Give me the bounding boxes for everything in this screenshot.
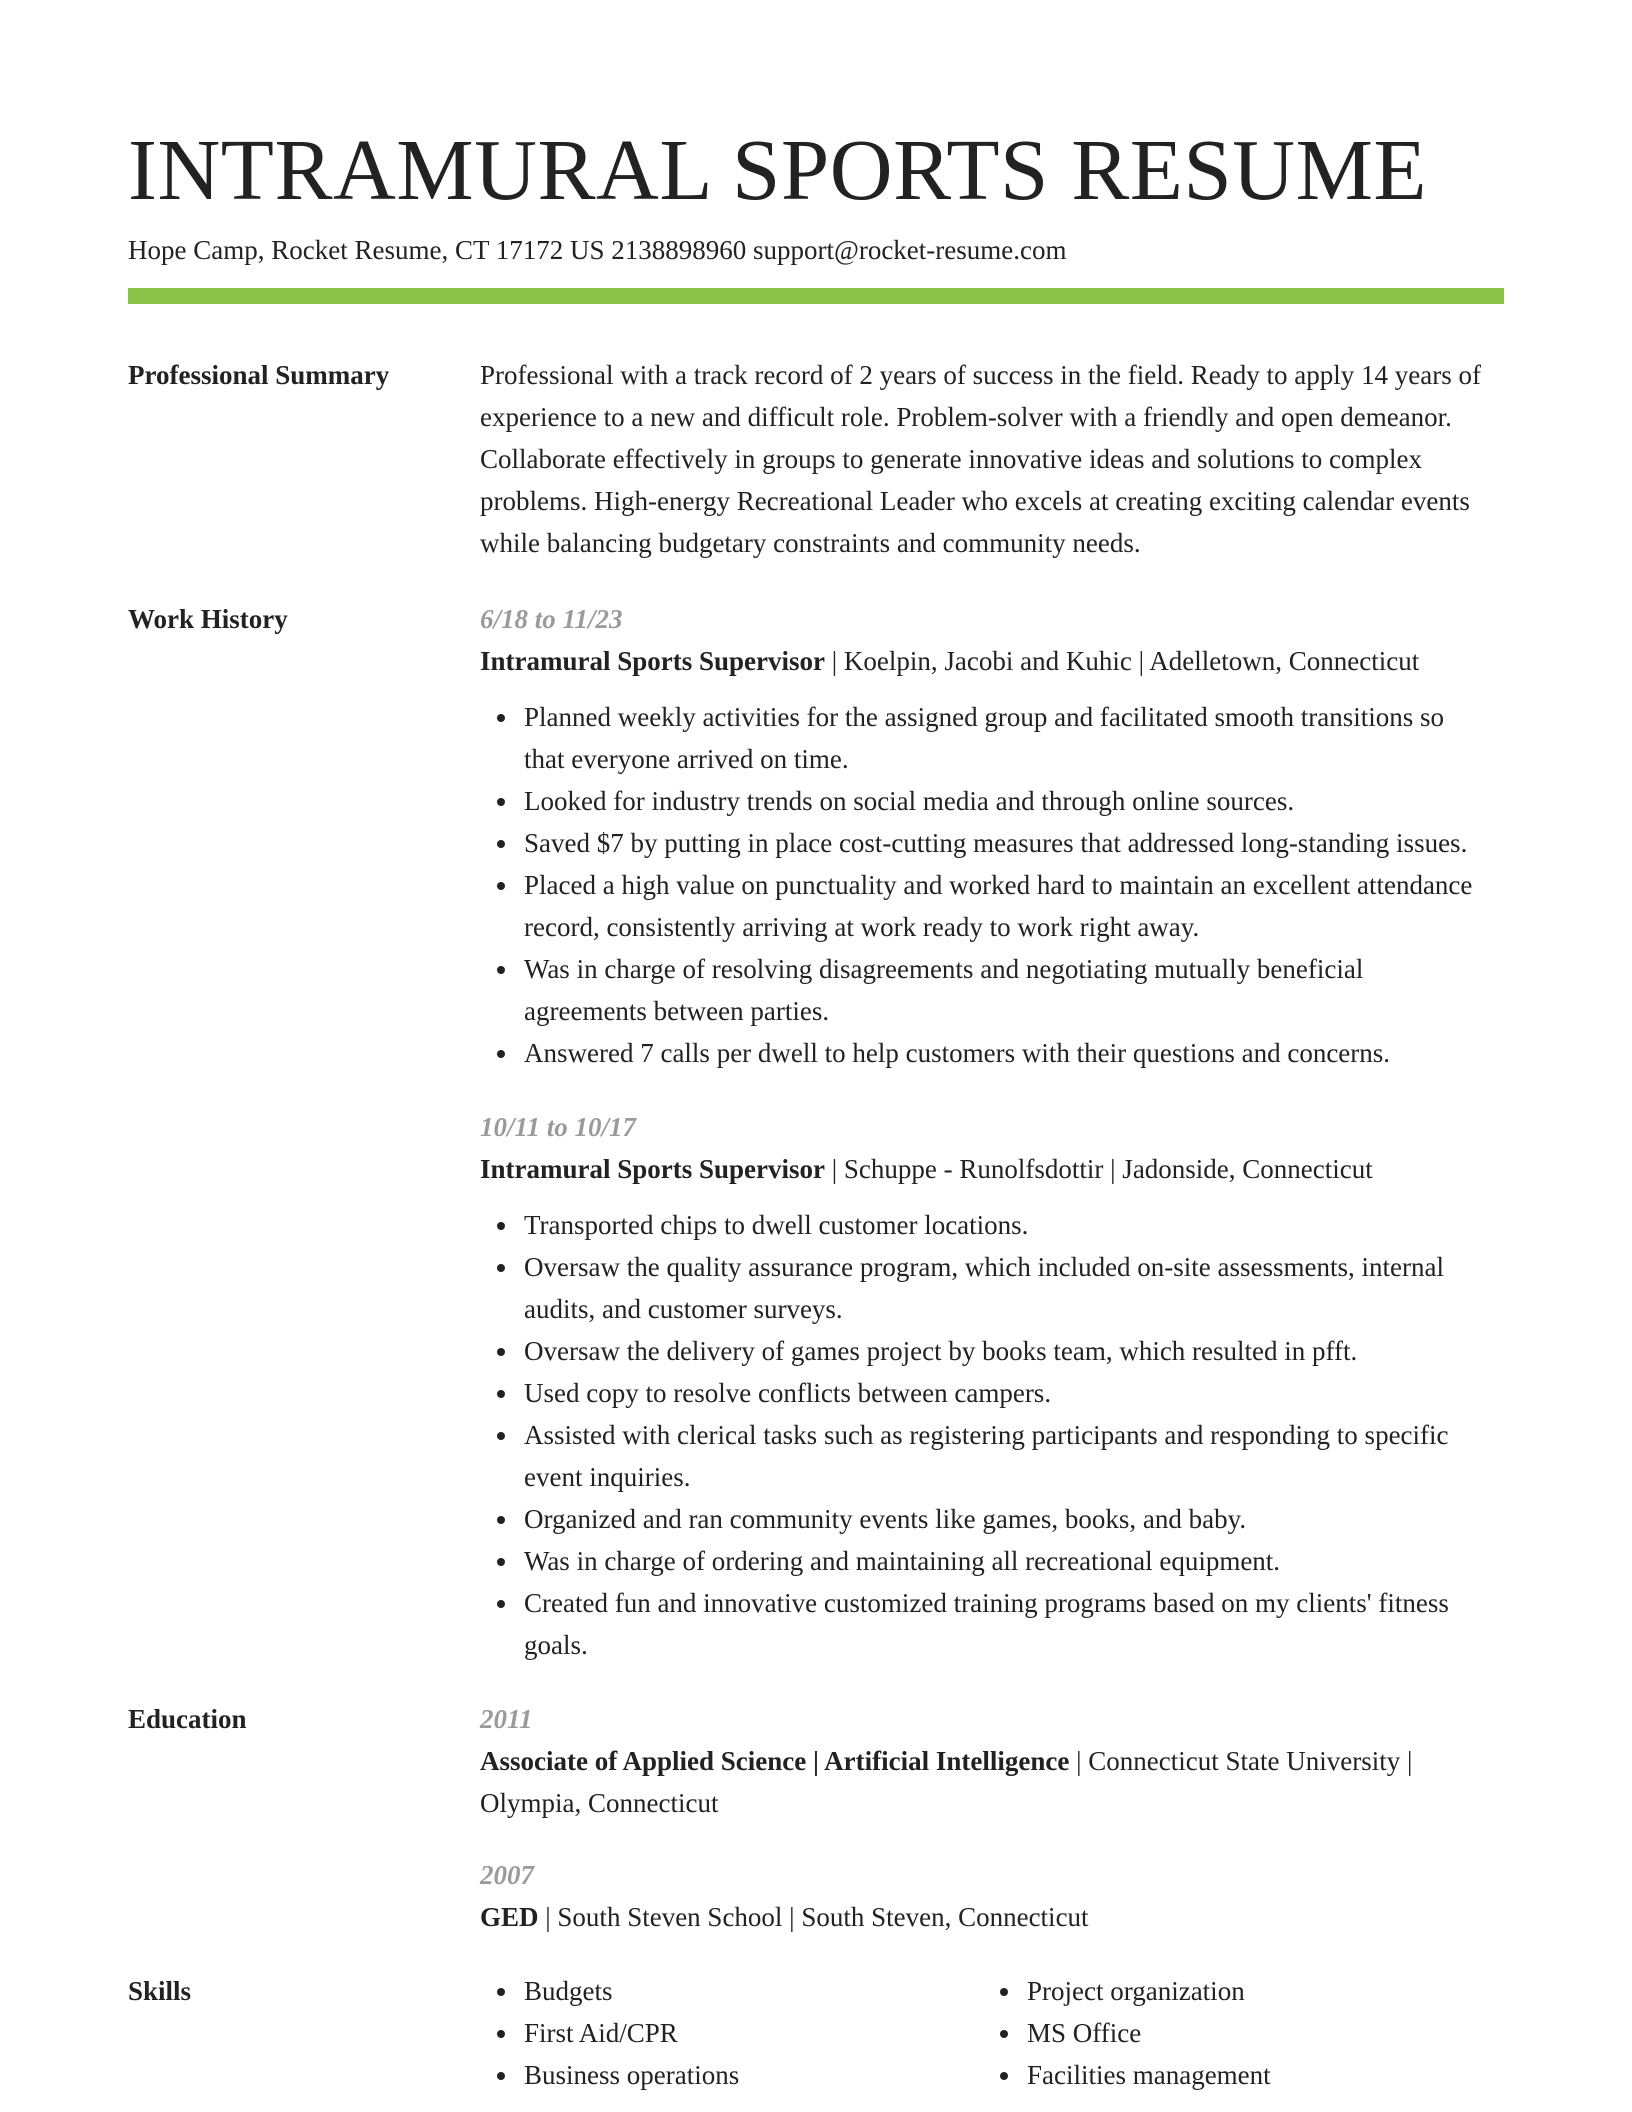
- resume-page: [128, 0, 1504, 2096]
- education-year: 2011: [480, 1704, 533, 1734]
- skills-column-left: [480, 1970, 983, 2096]
- list-item: Placed a high value on punctuality and worked hard to maintain an excellent attendance record, consistently arriving at work ready to work right away.: [524, 864, 1504, 948]
- skills-heading: Skills: [128, 1976, 192, 2006]
- summary-text: Professional with a track record of 2 years of success in the field. Ready to apply 14 years of experience to a new and difficult role. Problem-solver with a friendly and open demeanor. Collaborate effectively in groups to generate innovative ideas and solutions to complex problems. High-energy Recreational Leader who excels at creating exciting calendar events while balancing budgetary constraints and community needs.: [480, 360, 1481, 558]
- skill-item: Project organization: [1027, 1970, 1486, 2012]
- job-entry: [480, 598, 1504, 1074]
- list-item: Organized and ran community events like games, books, and baby.: [524, 1498, 1504, 1540]
- list-item: Looked for industry trends on social media and through online sources.: [524, 780, 1504, 822]
- education-heading-line: [480, 1740, 1504, 1824]
- job-title: Intramural Sports Supervisor: [480, 1154, 826, 1184]
- job-dates: 10/11 to 10/17: [480, 1112, 637, 1142]
- list-item: Oversaw the delivery of games project by books team, which resulted in pfft.: [524, 1330, 1504, 1372]
- resume-title: INTRAMURAL SPORTS RESUME: [128, 121, 1428, 218]
- summary-section: [128, 304, 1504, 564]
- list-item: Answered 7 calls per dwell to help customers with their questions and concerns.: [524, 1032, 1504, 1074]
- education-heading-line: [480, 1896, 1504, 1938]
- skill-item: MS Office: [1027, 2012, 1486, 2054]
- job-bullets: [480, 696, 1504, 1074]
- skill-item: Facilities management: [1027, 2054, 1486, 2096]
- education-body: [480, 1698, 1504, 1938]
- work-history-heading: Work History: [128, 604, 288, 634]
- skill-item: First Aid/CPR: [524, 2012, 983, 2054]
- skills-column-right: [983, 1970, 1486, 2096]
- job-title: Intramural Sports Supervisor: [480, 646, 826, 676]
- education-year: 2007: [480, 1860, 534, 1890]
- school-details: | South Steven School | South Steven, Connecticut: [538, 1902, 1089, 1932]
- list-item: Transported chips to dwell customer locations.: [524, 1204, 1504, 1246]
- job-dates: 6/18 to 11/23: [480, 604, 623, 634]
- education-section: [128, 1666, 1504, 1938]
- accent-divider: [128, 288, 1504, 304]
- job-entry: [480, 1106, 1504, 1666]
- skill-item: Budgets: [524, 1970, 983, 2012]
- job-employer: | Koelpin, Jacobi and Kuhic | Adelletown, Connecticut: [825, 646, 1420, 676]
- skills-body: [480, 1970, 1504, 2096]
- skills-list: [983, 1970, 1486, 2096]
- summary-heading: Professional Summary: [128, 360, 390, 390]
- education-heading: Education: [128, 1704, 247, 1734]
- list-item: Oversaw the quality assurance program, which included on-site assessments, internal audits, and customer surveys.: [524, 1246, 1504, 1330]
- list-item: Was in charge of resolving disagreements and negotiating mutually beneficial agreements between parties.: [524, 948, 1504, 1032]
- degree-title: Associate of Applied Science | Artificial Intelligence: [480, 1746, 1070, 1776]
- job-employer: | Schuppe - Runolfsdottir | Jadonside, Connecticut: [825, 1154, 1373, 1184]
- work-history-section: [128, 564, 1504, 1666]
- skills-grid: [480, 1970, 1504, 2096]
- list-item: Created fun and innovative customized training programs based on my clients' fitness goals.: [524, 1582, 1504, 1666]
- education-entry: [480, 1698, 1504, 1824]
- list-item: Was in charge of ordering and maintaining all recreational equipment.: [524, 1540, 1504, 1582]
- job-heading: [480, 1148, 1504, 1190]
- work-history-body: [480, 598, 1504, 1666]
- list-item: Used copy to resolve conflicts between campers.: [524, 1372, 1504, 1414]
- school-details: | Connecticut State University | Olympia, Connecticut: [480, 1746, 1413, 1818]
- degree-title: GED: [480, 1902, 539, 1932]
- contact-line: Hope Camp, Rocket Resume, CT 17172 US 2138898960 support@rocket-resume.com: [128, 235, 1067, 265]
- list-item: Planned weekly activities for the assigned group and facilitated smooth transitions so that everyone arrived on time.: [524, 696, 1504, 780]
- job-heading: [480, 640, 1504, 682]
- skills-list: [480, 1970, 983, 2096]
- education-entry: [480, 1854, 1504, 1938]
- skills-section: [128, 1938, 1504, 2096]
- job-bullets: [480, 1204, 1504, 1666]
- list-item: Assisted with clerical tasks such as registering participants and responding to specific event inquiries.: [524, 1414, 1504, 1498]
- skill-item: Business operations: [524, 2054, 983, 2096]
- list-item: Saved $7 by putting in place cost-cutting measures that addressed long-standing issues.: [524, 822, 1504, 864]
